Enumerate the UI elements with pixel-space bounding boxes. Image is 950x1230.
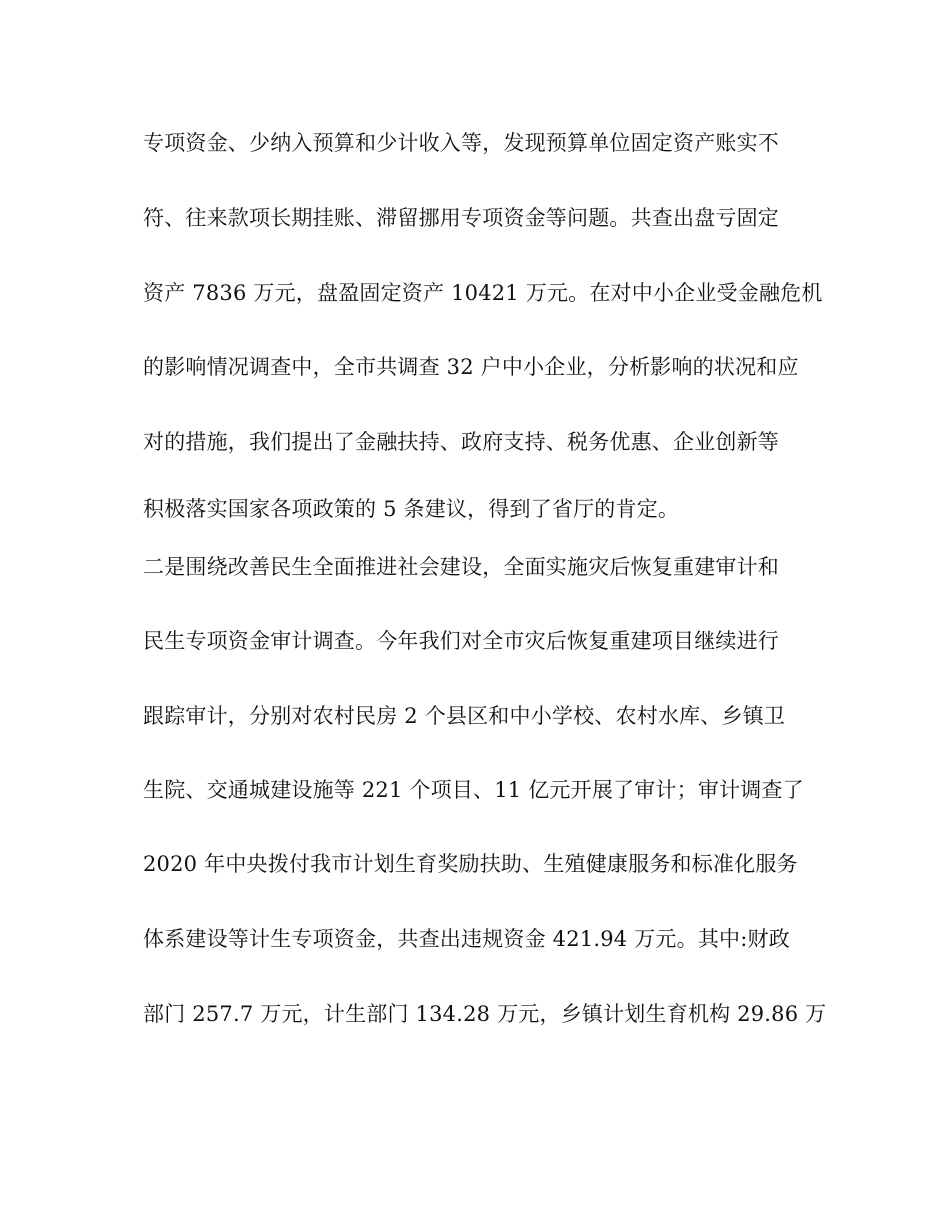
paragraph-1-line-4: 的影响情况调查中，全市共调查 32 户中小企业，分析影响的状况和应 [143, 355, 799, 379]
paragraph-1-line-2: 符、往来款项长期挂账、滞留挪用专项资金等问题。共查出盘亏固定 [143, 206, 779, 230]
paragraph-2-line-3: 跟踪审计，分别对农村民房 2 个县区和中小学校、农村水库、乡镇卫 [143, 704, 786, 728]
paragraph-1-line-5: 对的措施，我们提出了金融扶持、政府支持、税务优惠、企业创新等 [143, 430, 779, 454]
paragraph-2-line-7: 部门 257.7 万元，计生部门 134.28 万元，乡镇计划生育机构 29.86 万 [143, 1002, 827, 1026]
paragraph-2-line-5: 2020 年中央拨付我市计划生育奖励扶助、生殖健康服务和标准化服务 [143, 852, 798, 876]
paragraph-1-line-1: 专项资金、少纳入预算和少计收入等，发现预算单位固定资产账实不 [143, 131, 779, 155]
paragraph-2-line-1: 二是围绕改善民生全面推进社会建设，全面实施灾后恢复重建审计和 [143, 555, 779, 579]
paragraph-1-line-3: 资产 7836 万元，盘盈固定资产 10421 万元。在对中小企业受金融危机 [143, 281, 823, 305]
paragraph-2-line-4: 生院、交通城建设施等 221 个项目、11 亿元开展了审计；审计调查了 [143, 778, 804, 802]
paragraph-1-line-6: 积极落实国家各项政策的 5 条建议，得到了省厅的肯定。 [143, 497, 680, 521]
paragraph-2-line-2: 民生专项资金审计调查。今年我们对全市灾后恢复重建项目继续进行 [143, 629, 779, 653]
paragraph-2-line-6: 体系建设等计生专项资金，共查出违规资金 421.94 万元。其中:财政 [143, 927, 790, 951]
